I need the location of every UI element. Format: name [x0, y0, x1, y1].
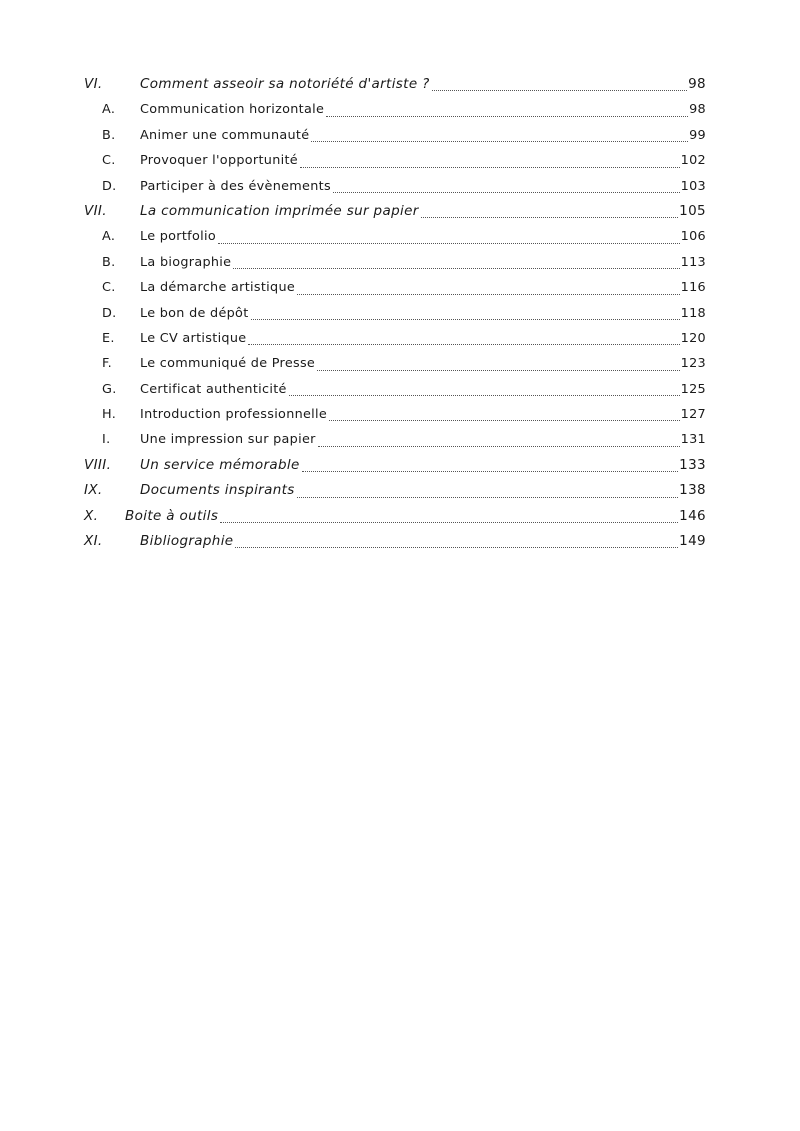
toc-entry-title: Provoquer l'opportunité — [140, 153, 298, 169]
toc-entry-minor[interactable] — [84, 275, 706, 300]
toc-entry-title: Communication horizontale — [140, 102, 325, 118]
toc-entry-title: Certificat authenticité — [140, 381, 287, 397]
toc-entry-number: B. — [102, 254, 116, 270]
toc-entry-page: 105 — [679, 202, 706, 219]
toc-entry-major[interactable] — [84, 453, 706, 478]
toc-entry-title: Un service mémorable — [140, 456, 300, 473]
toc-entry-major[interactable] — [84, 529, 706, 554]
dot-leader — [233, 268, 679, 269]
toc-entry-number: B. — [102, 127, 116, 143]
dot-leader — [311, 141, 688, 142]
dot-leader — [300, 167, 680, 168]
toc-entry-number: A. — [102, 229, 116, 245]
toc-entry-minor[interactable] — [84, 377, 706, 402]
toc-entry-title: Le bon de dépôt — [140, 305, 249, 321]
toc-entry-minor[interactable] — [84, 301, 706, 326]
toc-entry-minor[interactable] — [84, 148, 706, 173]
toc-entry-minor[interactable] — [84, 427, 706, 452]
toc-entry-page: 149 — [679, 533, 706, 550]
toc-entry-page: 127 — [680, 407, 706, 423]
dot-leader — [302, 471, 678, 472]
toc-entry-page: 116 — [680, 280, 706, 296]
dot-leader — [317, 370, 680, 371]
toc-entry-page: 146 — [679, 507, 706, 524]
dot-leader — [297, 497, 679, 498]
toc-entry-title: Le communiqué de Presse — [140, 356, 316, 372]
toc-entry-minor[interactable] — [84, 250, 706, 275]
toc-entry-minor[interactable] — [84, 174, 706, 199]
toc-entry-page: 106 — [680, 229, 706, 245]
toc-entry-number: F. — [102, 356, 112, 372]
toc-entry-page: 131 — [680, 432, 706, 448]
toc-entry-number: IX. — [84, 482, 103, 499]
dot-leader — [432, 90, 687, 91]
toc-entry-page: 125 — [680, 381, 706, 397]
toc-entry-number: C. — [102, 280, 116, 296]
toc-entry-title: La biographie — [140, 254, 232, 270]
toc-entry-page: 138 — [679, 482, 706, 499]
dot-leader — [235, 547, 678, 548]
toc-entry-title: Introduction professionnelle — [140, 407, 328, 423]
toc-entry-number: I. — [102, 432, 111, 448]
toc-entry-page: 98 — [688, 76, 706, 92]
dot-leader — [218, 243, 680, 244]
toc-entry-title: Documents inspirants — [140, 482, 295, 499]
toc-entry-number: D. — [102, 305, 117, 321]
toc-entry-title: Boite à outils — [125, 507, 219, 524]
toc-entry-number: A. — [102, 102, 116, 118]
toc-entry-title: Le CV artistique — [140, 330, 247, 346]
toc-entry-number: X. — [84, 507, 99, 524]
toc-entry-minor[interactable] — [84, 402, 706, 427]
toc-entry-page: 98 — [689, 102, 706, 118]
toc-entry-minor[interactable] — [84, 351, 706, 376]
toc-entry-title: Bibliographie — [140, 533, 234, 550]
toc-entry-number: E. — [102, 330, 115, 346]
toc-entry-number: D. — [102, 178, 117, 194]
toc-entry-major[interactable] — [84, 72, 706, 97]
dot-leader — [421, 217, 679, 218]
toc-entry-page: 133 — [679, 456, 706, 473]
toc-entry-title: Comment asseoir sa notoriété d'artiste ? — [140, 76, 430, 92]
toc-entry-number: VIII. — [84, 456, 112, 473]
toc-entry-number: G. — [102, 381, 117, 397]
toc-entry-page: 120 — [680, 330, 706, 346]
toc-entry-major[interactable] — [84, 504, 706, 529]
dot-leader — [326, 116, 688, 117]
toc-entry-number: H. — [102, 407, 117, 423]
dot-leader — [329, 420, 680, 421]
toc-entry-number: XI. — [84, 533, 103, 550]
toc-entry-title: La démarche artistique — [140, 280, 296, 296]
toc-entry-page: 99 — [689, 127, 706, 143]
dot-leader — [297, 294, 680, 295]
toc-entry-number: VI. — [84, 76, 103, 92]
toc-entry-page: 118 — [680, 305, 706, 321]
toc-entry-title: Participer à des évènements — [140, 178, 331, 194]
toc-entry-page: 123 — [680, 356, 706, 372]
toc-entry-minor[interactable] — [84, 326, 706, 351]
toc-entry-page: 103 — [680, 178, 706, 194]
toc-entry-title: Animer une communauté — [140, 127, 310, 143]
dot-leader — [220, 522, 678, 523]
toc-entry-title: Le portfolio — [140, 229, 216, 245]
toc-entry-page: 102 — [680, 153, 706, 169]
toc-entry-minor[interactable] — [84, 123, 706, 148]
toc-entry-number: C. — [102, 153, 116, 169]
toc-entry-minor[interactable] — [84, 97, 706, 122]
dot-leader — [333, 192, 680, 193]
toc-entry-number: VII. — [84, 202, 107, 219]
dot-leader — [289, 395, 680, 396]
toc-entry-major[interactable] — [84, 199, 706, 224]
toc-entry-page: 113 — [680, 254, 706, 270]
dot-leader — [248, 344, 679, 345]
toc-entry-major[interactable] — [84, 478, 706, 503]
toc-entry-title: La communication imprimée sur papier — [140, 202, 419, 219]
toc-entry-title: Une impression sur papier — [140, 432, 316, 448]
dot-leader — [318, 446, 680, 447]
table-of-contents — [84, 72, 706, 554]
toc-entry-minor[interactable] — [84, 224, 706, 249]
dot-leader — [251, 319, 680, 320]
